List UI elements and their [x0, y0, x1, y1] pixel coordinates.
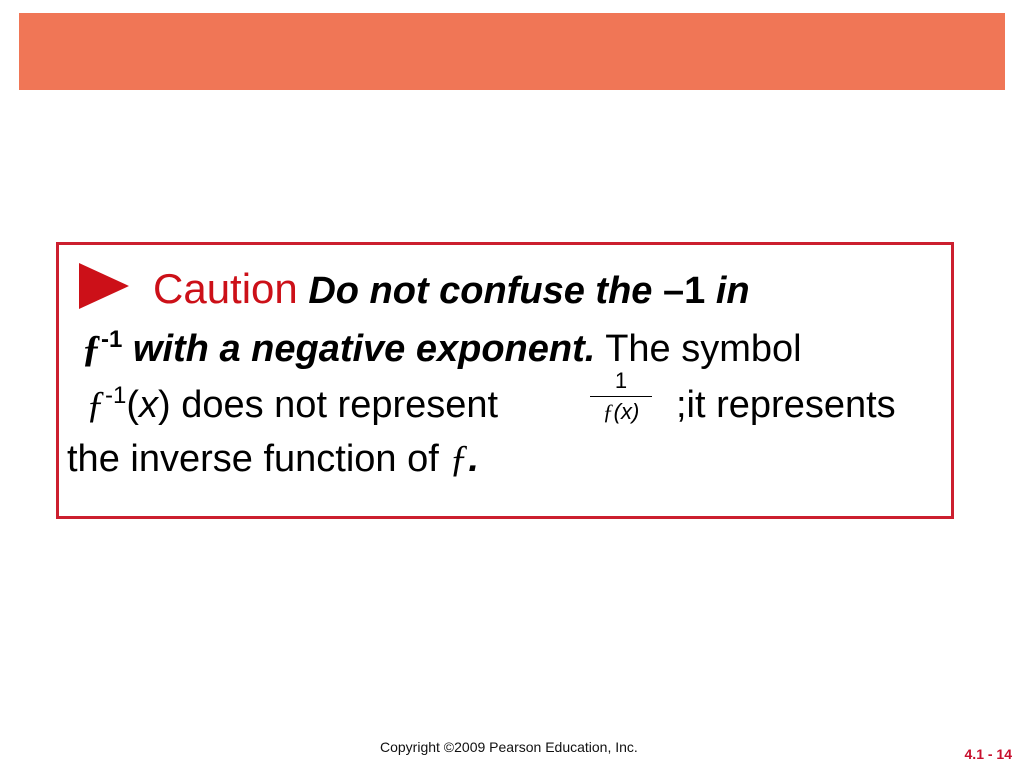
period: .	[468, 438, 479, 480]
caution-line-3b	[676, 386, 896, 424]
slide-number: 4.1 - 14	[964, 746, 1012, 762]
caution-line-3	[86, 382, 499, 426]
caution-text-3b: ;it represents	[676, 384, 896, 426]
caution-line-4	[67, 440, 479, 478]
caution-line-1	[153, 265, 750, 312]
caution-text-3: does not represent	[181, 384, 499, 426]
minus-one: –1	[663, 270, 706, 312]
fraction-denominator	[590, 399, 652, 425]
header-bar	[19, 13, 1005, 90]
fraction-bar	[590, 396, 652, 397]
fraction-den-rest: (x)	[613, 399, 640, 424]
f-symbol-3: ƒ	[449, 438, 469, 480]
f-symbol-2: ƒ	[86, 384, 105, 426]
f-symbol: ƒ	[82, 328, 101, 370]
caution-text-2-plain: The symbol	[605, 328, 802, 370]
caution-text-4: the inverse function of	[67, 438, 439, 480]
caution-label: Caution	[153, 265, 298, 312]
play-triangle-icon	[79, 263, 129, 309]
caution-line-2	[82, 326, 802, 370]
superscript-neg1-2: -1	[105, 382, 127, 409]
caution-in: in	[715, 270, 750, 312]
fraction-numerator: 1	[614, 368, 628, 393]
caution-text-2: with a negative exponent.	[132, 328, 596, 370]
fraction-one-over-f-of-x	[590, 368, 652, 425]
copyright-footer: Copyright ©2009 Pearson Education, Inc.	[380, 739, 638, 755]
x-var: x	[139, 384, 158, 426]
fraction-den-f: ƒ	[602, 399, 614, 424]
paren-close: )	[158, 384, 171, 426]
caution-text-1: Do not confuse the	[308, 270, 653, 312]
superscript-neg1: -1	[101, 326, 123, 353]
paren-open: (	[126, 384, 139, 426]
